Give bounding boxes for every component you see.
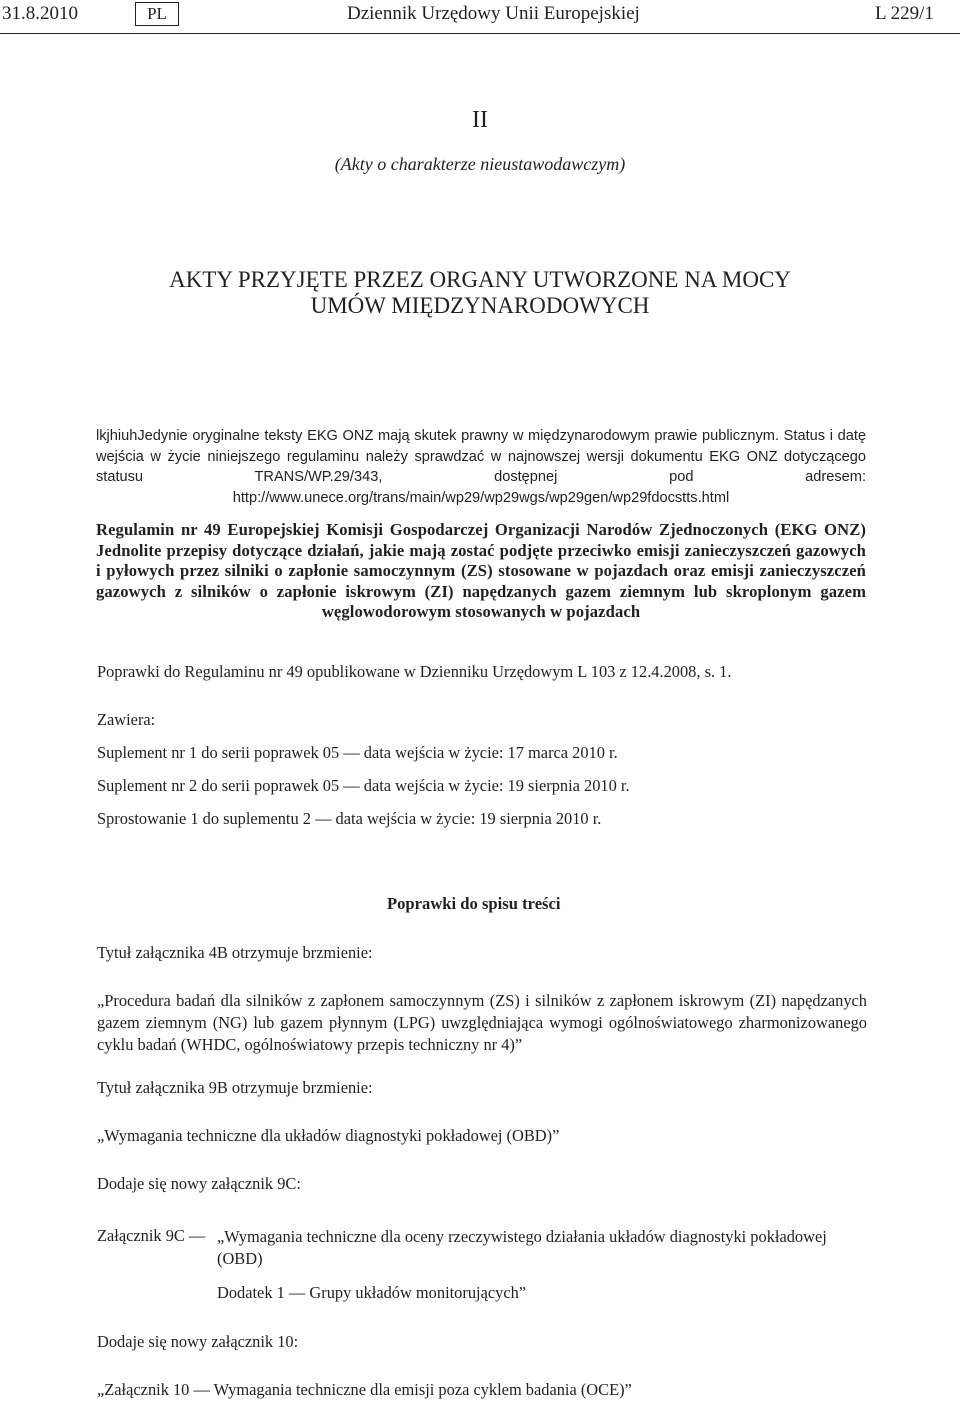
language-badge: PL: [135, 2, 179, 26]
annex9b-text: „Wymagania techniczne dla układów diagnostyki pokładowej (OBD)”: [97, 1126, 560, 1145]
regulation-title: Regulamin nr 49 Europejskiej Komisji Gospodarczej Organizacji Narodów Zjednoczonych (EKG ONZ) Jednolite przepisy dotyczące działań, jakie mają zostać podjęte przeciwko emisji zanieczyszczeń gazowych i pyłowych przez silniki o zapłonie samoczynnym (ZS) stosowane w pojazdach oraz emisji zanieczyszczeń gazowych z silników o zapłonie iskrowym (ZI) napędzanych gazem ziemnym lub skroplonym gazem węglowodorowym stosowanych w pojazdach: [96, 520, 866, 622]
annex10-text: „Załącznik 10 — Wymagania techniczne dla emisji poza cyklem badania (OCE)”: [97, 1380, 632, 1399]
corrigendum: Sprostowanie 1 do suplementu 2 — data wejścia w życie: 19 sierpnia 2010 r.: [97, 809, 602, 828]
contains-label: Zawiera:: [97, 710, 156, 729]
annex9b-intro: Tytuł załącznika 9B otrzymuje brzmienie:: [97, 1078, 373, 1097]
legal-notice: lkjhiuhJedynie oryginalne teksty EKG ONZ mają skutek prawny w międzynarodowym prawie publicznym. Status i datę wejścia w życie niniejszego regulaminu należy sprawdzać w najnowszej wersji dokumentu EKG ONZ dotyczącego statusu TRANS/WP.29/343, dostępnej pod adresem: http://www.unece.org/trans/main/wp29/wp29wgs/wp29gen/wp29fdocstts.html: [96, 428, 866, 506]
section-subtitle: (Akty o charakterze nieustawodawczym): [334, 154, 626, 174]
annex9c-label: Załącznik 9C —: [97, 1226, 206, 1245]
toc-heading: Poprawki do spisu treści: [387, 894, 561, 913]
annex9c-appendix: Dodatek 1 — Grupy układów monitorujących”: [217, 1283, 527, 1302]
annex9c-intro: Dodaje się nowy załącznik 9C:: [97, 1174, 301, 1193]
section-number: II: [472, 107, 488, 133]
amendments-reference: Poprawki do Regulaminu nr 49 opublikowane w Dzienniku Urzędowym L 103 z 12.4.2008, s. 1.: [97, 662, 732, 681]
annex10-intro: Dodaje się nowy załącznik 10:: [97, 1332, 299, 1351]
annex4b-intro: Tytuł załącznika 4B otrzymuje brzmienie:: [97, 943, 373, 962]
supplement-2: Suplement nr 2 do serii poprawek 05 — data wejścia w życie: 19 sierpnia 2010 r.: [97, 776, 630, 795]
header-date: 31.8.2010: [2, 3, 78, 24]
section-heading-line2: UMÓW MIĘDZYNARODOWYCH: [310, 293, 650, 318]
section-heading-line1: AKTY PRZYJĘTE PRZEZ ORGANY UTWORZONE NA MOCY: [169, 267, 791, 292]
journal-title: Dziennik Urzędowy Unii Europejskiej: [347, 3, 640, 24]
supplement-1: Suplement nr 1 do serii poprawek 05 — data wejścia w życie: 17 marca 2010 r.: [97, 743, 618, 762]
annex9c-text: „Wymagania techniczne dla oceny rzeczywistego działania układów diagnostyki pokładowej (OBD): [217, 1227, 827, 1268]
page-number: L 229/1: [875, 3, 934, 24]
header-rule: [0, 33, 960, 34]
annex4b-text: „Procedura badań dla silników z zapłonem samoczynnym (ZS) i silników z zapłonem iskrowym (ZI) napędzanych gazem ziemnym (NG) lub gazem płynnym (LPG) uwzględniająca wymogi ogólnoświatowego zharmonizowanego cyklu badań (WHDC, ogólnoświatowy przepis techniczny nr 4)”: [97, 991, 867, 1054]
